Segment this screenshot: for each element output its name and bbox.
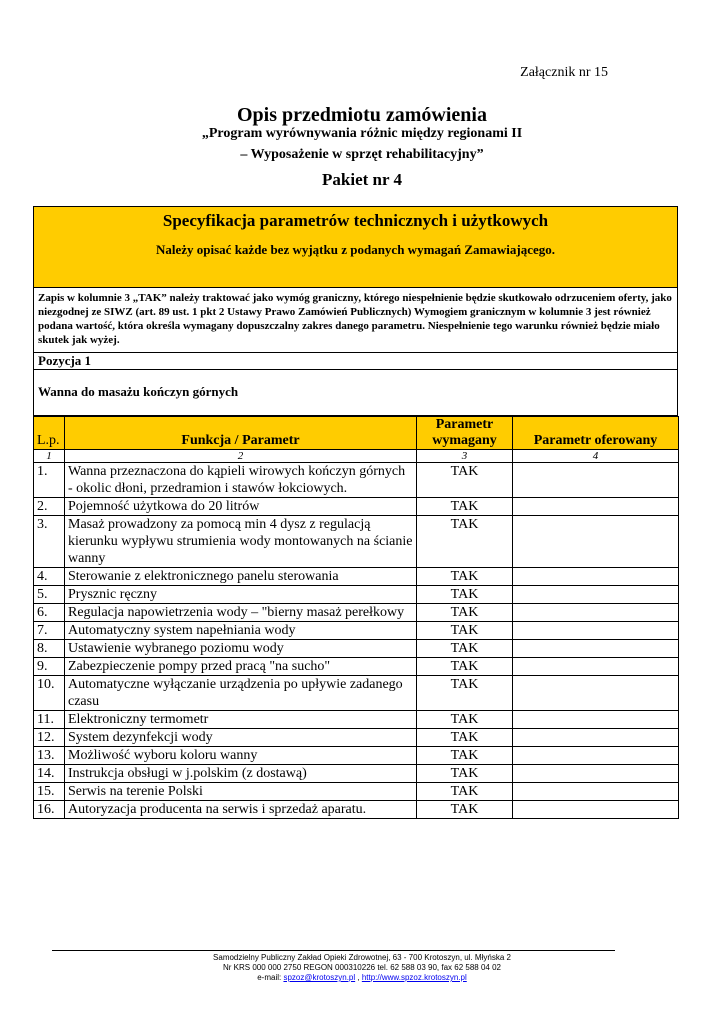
row-parameter: Możliwość wyboru koloru wanny xyxy=(65,747,417,765)
row-parameter: Instrukcja obsługi w j.polskim (z dostawą) xyxy=(65,765,417,783)
row-required-value: TAK xyxy=(417,463,513,498)
row-offered-value[interactable] xyxy=(513,516,679,568)
row-number: 14. xyxy=(34,765,65,783)
table-row xyxy=(34,586,679,604)
table-row xyxy=(34,604,679,622)
row-parameter: Pojemność użytkowa do 20 litrów xyxy=(65,498,417,516)
footer xyxy=(0,953,724,983)
row-parameter: Masaż prowadzony za pomocą min 4 dysz z regulacją kierunku wypływu strumienia wody montowanych na ścianie wanny xyxy=(65,516,417,568)
row-number: 11. xyxy=(34,711,65,729)
row-number: 16. xyxy=(34,801,65,819)
row-offered-value[interactable] xyxy=(513,747,679,765)
table-row xyxy=(34,516,679,568)
row-offered-value[interactable] xyxy=(513,783,679,801)
row-number: 1. xyxy=(34,463,65,498)
row-parameter: Prysznic ręczny xyxy=(65,586,417,604)
specification-form xyxy=(33,206,678,819)
table-row xyxy=(34,568,679,586)
row-required-value: TAK xyxy=(417,498,513,516)
row-offered-value[interactable] xyxy=(513,676,679,711)
row-number: 12. xyxy=(34,729,65,747)
footer-address: Samodzielny Publiczny Zakład Opieki Zdrowotnej, 63 - 700 Krotoszyn, ul. Młyńska 2 xyxy=(213,953,511,962)
row-required-value: TAK xyxy=(417,747,513,765)
row-number: 6. xyxy=(34,604,65,622)
footer-registry: Nr KRS 000 000 2750 REGON 000310226 tel. 62 588 03 90, fax 62 588 04 02 xyxy=(223,963,501,972)
row-required-value: TAK xyxy=(417,801,513,819)
table-row xyxy=(34,765,679,783)
row-required-value: TAK xyxy=(417,711,513,729)
footer-divider xyxy=(52,950,615,951)
column-number: 2 xyxy=(65,450,417,463)
position-label: Pozycja 1 xyxy=(33,353,678,370)
row-required-value: TAK xyxy=(417,622,513,640)
table-row xyxy=(34,801,679,819)
row-required-value: TAK xyxy=(417,516,513,568)
header-function: Funkcja / Parametr xyxy=(65,417,417,450)
row-parameter: Wanna przeznaczona do kąpieli wirowych kończyn górnych - okolic dłoni, przedramion i stawów łokciowych. xyxy=(65,463,417,498)
table-row xyxy=(34,747,679,765)
row-required-value: TAK xyxy=(417,658,513,676)
row-required-value: TAK xyxy=(417,604,513,622)
spec-header xyxy=(33,206,678,288)
row-number: 7. xyxy=(34,622,65,640)
row-offered-value[interactable] xyxy=(513,463,679,498)
row-offered-value[interactable] xyxy=(513,640,679,658)
row-offered-value[interactable] xyxy=(513,658,679,676)
header-offered: Parametr oferowany xyxy=(513,417,679,450)
row-number: 4. xyxy=(34,568,65,586)
package-title: Pakiet nr 4 xyxy=(322,170,402,189)
row-required-value: TAK xyxy=(417,765,513,783)
row-parameter: Zabezpieczenie pompy przed pracą "na sucho" xyxy=(65,658,417,676)
email-link[interactable]: spzoz@krotoszyn.pl xyxy=(283,973,356,982)
attachment-label: Załącznik nr 15 xyxy=(520,65,608,80)
row-offered-value[interactable] xyxy=(513,586,679,604)
position-name: Wanna do masażu kończyn górnych xyxy=(33,370,678,416)
parameters-table xyxy=(33,416,679,819)
table-row xyxy=(34,711,679,729)
row-offered-value[interactable] xyxy=(513,622,679,640)
footer-email-prefix: e-mail: xyxy=(257,973,284,982)
header-lp: L.p. xyxy=(34,417,65,450)
row-required-value: TAK xyxy=(417,783,513,801)
spec-instruction: Należy opisać każde bez wyjątku z podanych wymagań Zamawiającego. xyxy=(155,242,555,257)
table-row xyxy=(34,463,679,498)
row-offered-value[interactable] xyxy=(513,801,679,819)
website-link[interactable]: http://www.spzoz.krotoszyn.pl xyxy=(361,973,467,982)
row-number: 5. xyxy=(34,586,65,604)
column-number-row xyxy=(34,450,679,463)
row-number: 3. xyxy=(34,516,65,568)
row-number: 2. xyxy=(34,498,65,516)
table-row xyxy=(34,498,679,516)
spec-heading: Specyfikacja parametrów technicznych i użytkowych xyxy=(162,211,549,230)
row-number: 13. xyxy=(34,747,65,765)
row-number: 9. xyxy=(34,658,65,676)
row-required-value: TAK xyxy=(417,640,513,658)
column-number: 1 xyxy=(34,450,65,463)
column-number: 4 xyxy=(513,450,679,463)
page-title: Opis przedmiotu zamówienia xyxy=(237,104,487,126)
program-subtitle: – Wyposażenie w sprzęt rehabilitacyjny” xyxy=(240,147,484,162)
row-number: 15. xyxy=(34,783,65,801)
row-offered-value[interactable] xyxy=(513,765,679,783)
row-required-value: TAK xyxy=(417,586,513,604)
row-parameter: Automatyczne wyłączanie urządzenia po upływie zadanego czasu xyxy=(65,676,417,711)
table-row xyxy=(34,783,679,801)
row-parameter: Serwis na terenie Polski xyxy=(65,783,417,801)
table-row xyxy=(34,658,679,676)
row-offered-value[interactable] xyxy=(513,498,679,516)
footer-separator: , xyxy=(355,973,362,982)
program-title: „Program wyrównywania różnic między regionami II xyxy=(201,126,523,141)
table-row xyxy=(34,622,679,640)
table-row xyxy=(34,729,679,747)
table-row xyxy=(34,640,679,658)
row-required-value: TAK xyxy=(417,676,513,711)
row-parameter: Autoryzacja producenta na serwis i sprzedaż aparatu. xyxy=(65,801,417,819)
row-parameter: Sterowanie z elektronicznego panelu sterowania xyxy=(65,568,417,586)
row-offered-value[interactable] xyxy=(513,604,679,622)
row-offered-value[interactable] xyxy=(513,711,679,729)
row-parameter: Automatyczny system napełniania wody xyxy=(65,622,417,640)
row-required-value: TAK xyxy=(417,729,513,747)
column-number: 3 xyxy=(417,450,513,463)
requirements-note: Zapis w kolumnie 3 „TAK” należy traktować jako wymóg graniczny, którego niespełnienie będzie skutkowało odrzuceniem oferty, jako niezgodnej ze SIWZ (art. 89 ust. 1 pkt 2 Ustawy Prawo Zamówień Publicznych) Wymogiem granicznym w kolumnie 3 jest również podana wartość, która określa wymagany dopuszczalny zakres danego parametru. Niespełnienie tego warunku również będzie miało skutek jak wyżej. xyxy=(33,288,678,353)
row-parameter: Regulacja napowietrzenia wody – "bierny masaż perełkowy xyxy=(65,604,417,622)
header-required: Parametr wymagany xyxy=(417,417,513,450)
row-number: 8. xyxy=(34,640,65,658)
table-row xyxy=(34,676,679,711)
row-required-value: TAK xyxy=(417,568,513,586)
table-header-row xyxy=(34,417,679,450)
row-parameter: System dezynfekcji wody xyxy=(65,729,417,747)
row-offered-value[interactable] xyxy=(513,568,679,586)
row-offered-value[interactable] xyxy=(513,729,679,747)
row-number: 10. xyxy=(34,676,65,711)
row-parameter: Ustawienie wybranego poziomu wody xyxy=(65,640,417,658)
footer-contact xyxy=(0,973,724,983)
row-parameter: Elektroniczny termometr xyxy=(65,711,417,729)
